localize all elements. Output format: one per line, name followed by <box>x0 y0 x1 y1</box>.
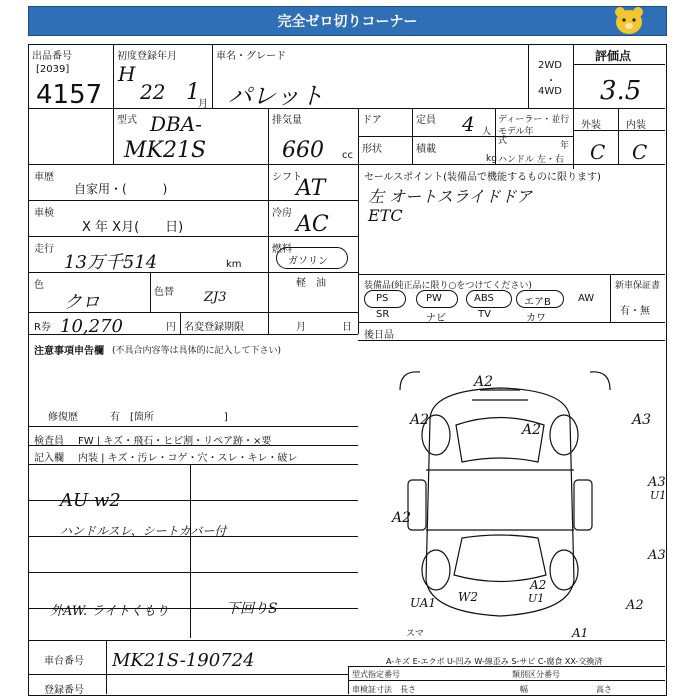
month-unit: 月 <box>198 99 208 110</box>
fuel-gasoline: ガソリン <box>288 256 328 267</box>
header-title: 完全ゼロ切りコーナー <box>277 14 418 30</box>
era: H <box>118 62 136 86</box>
note-4: 下回りS <box>226 601 278 617</box>
exterior-label: 外装 <box>581 120 601 131</box>
chassis-label: 車台番号 <box>44 656 84 667</box>
dmg-mark-13: A2 <box>626 598 644 613</box>
load-label: 積載 <box>416 144 436 155</box>
cert-label: 型式指定番号 <box>352 670 400 679</box>
lot-sub: [2039] <box>36 64 70 75</box>
type-value: DBA- <box>150 112 202 136</box>
equip-airbag: エアB <box>524 297 551 308</box>
recycle-value: 10,270 <box>60 316 123 337</box>
color-code: ZJ3 <box>204 290 227 305</box>
header-bar <box>28 6 667 36</box>
dmg-mark-14: A1 <box>572 626 589 640</box>
model-value: MK21S <box>124 138 207 163</box>
model-year-label: モデル年式 <box>498 127 534 146</box>
kg-unit: kg <box>486 154 497 164</box>
shift-label: シフト <box>272 172 302 183</box>
drive-4wd: 4WD <box>538 86 562 97</box>
handle-label: ハンドル 左・右 <box>498 155 564 165</box>
km-unit: km <box>226 259 242 270</box>
name-label: 車名・グレード <box>216 51 286 62</box>
selling-points-line2: ETC <box>368 206 403 225</box>
capacity-value: 4 <box>462 112 475 136</box>
capacity-unit: 人 <box>482 127 492 137</box>
chassis-value: MK21S-190724 <box>112 650 255 671</box>
inspection-label: 車検 <box>34 208 54 219</box>
displacement-label: 排気量 <box>272 115 302 126</box>
lot-number: 4157 <box>36 80 103 110</box>
dmg-mark-2: A2 <box>410 412 430 428</box>
name-change-label: 名変登録期限 <box>184 322 244 333</box>
after-label: 後日品 <box>364 330 394 341</box>
year: 22 <box>140 80 166 104</box>
equip-abs: ABS <box>474 293 494 304</box>
damage-legend: A-キズ E-エクボ U-凹み W-線歪み S-サビ C-腐食 XX-交換済 <box>386 657 603 666</box>
equip-leather: カワ <box>526 313 546 324</box>
dealer-label: ディーラー・並行 <box>498 115 570 125</box>
type-label: 型式 <box>117 115 137 126</box>
equipment-label: 装備品(純正品に限り○をつけてください) <box>364 281 532 291</box>
mileage-label: 走行 <box>34 244 54 255</box>
dmg-mark-1: A2 <box>474 374 494 390</box>
dmg-mark-8: A3 <box>648 548 666 563</box>
dmg-mark-4: A3 <box>632 412 652 428</box>
equip-aw: AW <box>578 293 595 304</box>
note-1: AU w2 <box>60 490 121 511</box>
dmg-sumi: スマ <box>406 629 424 639</box>
displacement-value: 660 <box>282 138 324 163</box>
class-label: 類別区分番号 <box>512 670 560 679</box>
dims-wid: 幅 <box>520 685 528 694</box>
bear-icon <box>612 5 646 35</box>
color-value: クロ <box>64 292 100 313</box>
notes-sub: (不具合内容等は具体的に記入して下さい) <box>112 346 282 356</box>
equip-navi: ナビ <box>426 313 446 324</box>
entry-label: 記入欄 <box>34 453 64 464</box>
dmg-mark-6: U1 <box>650 489 667 502</box>
interior-value: C <box>632 140 648 164</box>
inspection-value: X 年 X月( 日) <box>82 220 184 235</box>
yen-unit: 円 <box>166 322 176 333</box>
equip-ps: PS <box>376 293 389 304</box>
dmg-mark-11: UA1 <box>410 596 437 610</box>
shape-label: 形状 <box>362 144 382 155</box>
rating-label: 評価点 <box>595 49 632 63</box>
day-label: 日 <box>342 322 352 333</box>
fuel-label: 燃料 <box>272 244 292 255</box>
month-label: 月 <box>296 322 306 333</box>
dmg-mark-9: A2 <box>530 578 547 592</box>
drive-dot: ・ <box>546 76 556 87</box>
dmg-mark-7: A2 <box>392 510 412 526</box>
notes-label: 注意事項申告欄 <box>34 346 104 357</box>
shift-value: AT <box>296 176 326 201</box>
inspector-row1: FW | キズ・飛石・ヒビ割・リペア跡・×要 <box>78 436 272 447</box>
equip-pw: PW <box>426 293 442 304</box>
first-reg-label: 初度登録年月 <box>117 51 177 62</box>
exterior-value: C <box>590 140 606 164</box>
rating-value: 3.5 <box>600 76 642 106</box>
dims-hei: 高さ <box>596 685 612 694</box>
ac-label: 冷房 <box>272 208 292 219</box>
header-right-mascot <box>612 5 646 39</box>
drive-2wd: 2WD <box>538 60 562 71</box>
mileage-value: 13万千514 <box>64 252 158 273</box>
note-2: ハンドルスレ、シートカバー付 <box>60 524 227 538</box>
warranty-label: 新車保証書 <box>615 281 661 291</box>
inspector-row2: 内装 | キズ・汚レ・コゲ・穴・スレ・キレ・破レ <box>78 453 298 464</box>
inspector-label: 検査員 <box>34 436 64 447</box>
ac-value: AC <box>296 212 329 237</box>
month: 1 <box>186 80 200 105</box>
usage-value: 自家用・( ) <box>74 182 168 196</box>
cc-unit: cc <box>342 150 353 161</box>
dims-len: 長さ <box>400 685 416 694</box>
car-damage-diagram <box>360 360 665 640</box>
equip-tv: TV <box>478 309 491 320</box>
dmg-mark-10: U1 <box>528 592 545 605</box>
dmg-mark-5: A3 <box>648 475 666 490</box>
selling-points-line1: 左 オートスライドドア <box>368 187 532 206</box>
dmg-mark-12: W2 <box>458 590 478 604</box>
recycle-label: R券 <box>34 322 51 333</box>
equip-sr: SR <box>376 309 390 320</box>
door-label: ドア <box>362 115 382 126</box>
selling-points-label: セールスポイント(装備品で機能するものに限ります) <box>364 172 601 183</box>
warranty-value: 有・無 <box>620 306 650 317</box>
repair-label: 修復歴 <box>48 412 78 423</box>
dims-label: 車検証寸法 <box>352 685 392 694</box>
lot-label: 出品番号 <box>32 51 72 62</box>
capacity-label: 定員 <box>416 115 436 126</box>
dmg-mark-3: A2 <box>522 422 542 438</box>
year-unit: 年 <box>560 141 570 151</box>
name-value: パレット <box>228 82 324 110</box>
fuel-light: 軽 油 <box>296 278 326 289</box>
color-change-label: 色替 <box>154 287 174 298</box>
repair-value: 有 [箇所 ] <box>110 412 228 423</box>
reg-label: 登録番号 <box>44 685 84 696</box>
interior-label: 内装 <box>626 120 646 131</box>
note-3: 外AW. ライトくもり <box>50 604 169 619</box>
usage-label: 車歴 <box>34 172 54 183</box>
color-label: 色 <box>34 280 44 291</box>
